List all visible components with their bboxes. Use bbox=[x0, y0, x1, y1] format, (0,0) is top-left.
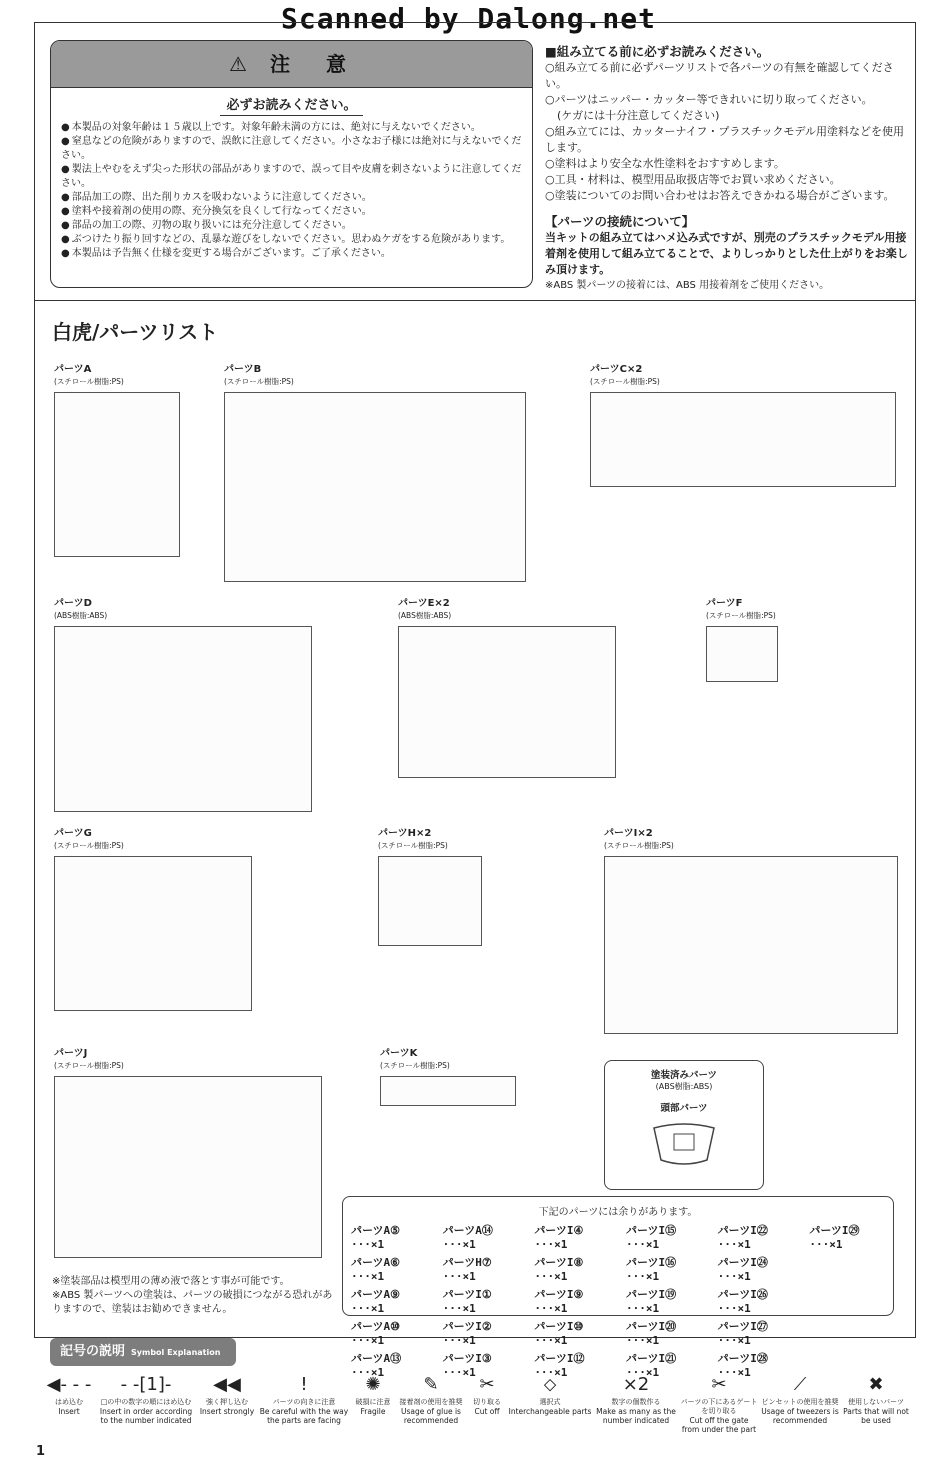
runner-label-j: パーツJ (スチロール樹脂:PS) bbox=[54, 1048, 124, 1070]
diamond-icon: ⬦ bbox=[543, 1374, 557, 1395]
list-item: ● 本製品の対象年齢は１５歳以上です。対象年齢未満の方には、絶対に与えないでください。 bbox=[61, 121, 523, 135]
painted-title: 塗装済みパーツ bbox=[650, 1070, 718, 1081]
assembly-notes bbox=[545, 44, 910, 294]
symbol-explanation-header: 記号の説明 Symbol Explanation bbox=[50, 1338, 236, 1366]
spare-item: パーツI㉑ ···×1 bbox=[625, 1352, 677, 1379]
caution-header bbox=[51, 41, 532, 88]
spare-item: パーツH⑦ ···×1 bbox=[442, 1256, 492, 1283]
caution-title: 注 意 bbox=[269, 52, 354, 76]
parts-list-title: 白虎/パーツリスト bbox=[52, 320, 219, 344]
spare-item: パーツI③ ···×1 bbox=[442, 1352, 492, 1379]
symbol-fragile: ✺ 破損に注意 Fragile bbox=[350, 1372, 396, 1416]
painted-material: (ABS樹脂:ABS) bbox=[655, 1082, 713, 1091]
runner-j bbox=[54, 1076, 322, 1258]
list-item: ○ 塗装についてのお問い合わせはお答えできかねる場合がございます。 bbox=[545, 188, 910, 204]
runner-d bbox=[54, 626, 312, 812]
abs-note: ※ABS 製パーツの接着には、ABS 用接着剤をご使用ください。 bbox=[545, 280, 830, 291]
runner-label-e: パーツE×2 (ABS樹脂:ABS) bbox=[398, 598, 452, 620]
painted-parts-box bbox=[604, 1060, 764, 1190]
runner-label-f: パーツF (スチロール樹脂:PS) bbox=[706, 598, 776, 620]
spare-item: パーツI④ ···×1 bbox=[534, 1224, 584, 1251]
spare-item bbox=[809, 1254, 893, 1283]
symbol-glue: ✎ 接着剤の使用を推奨 Usage of glue is recommended bbox=[399, 1374, 463, 1425]
spare-item: パーツI㉗ ···×1 bbox=[717, 1320, 768, 1347]
spare-item: パーツI⑮ ···×1 bbox=[625, 1224, 677, 1251]
warning-icon: ⚠ bbox=[229, 52, 255, 76]
symbol-cut-off: ✂ 切り取る Cut off bbox=[466, 1372, 508, 1416]
double-arrow-icon: ◀◀ bbox=[213, 1374, 241, 1395]
runner-g bbox=[54, 856, 252, 1011]
arrow-icon: ◀- - - bbox=[46, 1374, 92, 1395]
runner-h bbox=[378, 856, 482, 946]
spare-item: パーツA⑩ ···×1 bbox=[351, 1320, 401, 1347]
spare-item: パーツI⑧ ···×1 bbox=[534, 1256, 584, 1283]
spare-grid bbox=[351, 1222, 893, 1379]
list-item: ● 製法上やむをえず尖った形状の部品がありますので、誤って目や皮膚を刺さないように注意してください。 bbox=[61, 163, 523, 191]
runner-label-b: パーツB (スチロール樹脂:PS) bbox=[224, 364, 294, 386]
spare-item: パーツA⑬ ···×1 bbox=[351, 1352, 402, 1379]
list-item: ● 窒息などの危険がありますので、誤飲に注意してください。小さなお子様には絶対に与えないでください。 bbox=[61, 135, 523, 163]
spare-item: パーツI㉒ ···×1 bbox=[717, 1224, 768, 1251]
cutter-icon: ✂ bbox=[479, 1374, 495, 1395]
symbol-tweezers: ⟋ ピンセットの使用を推奨 Usage of tweezers is recommended bbox=[761, 1374, 839, 1425]
list-item: ○ 塗料はより安全な水性塗料をおすすめします。 bbox=[545, 156, 910, 172]
spare-item: パーツI① ···×1 bbox=[442, 1288, 492, 1315]
exclamation-icon: ! bbox=[300, 1374, 308, 1395]
spare-heading: 下記のパーツには余りがあります。 bbox=[538, 1207, 698, 1218]
times-two-icon: ×2 bbox=[622, 1374, 650, 1395]
spare-item: パーツI⑩ ···×1 bbox=[534, 1320, 584, 1347]
runner-label-a: パーツA (スチロール樹脂:PS) bbox=[54, 364, 124, 386]
watermark: Scanned by Dalong.net bbox=[280, 2, 656, 35]
list-item: ● 部品加工の際、出た削りカスを吸わないように注意してください。 bbox=[61, 191, 523, 205]
spare-item: パーツA⑭ ···×1 bbox=[442, 1224, 493, 1251]
caution-list bbox=[61, 121, 523, 261]
spare-item bbox=[809, 1318, 893, 1347]
page-number: 1 bbox=[36, 1444, 46, 1459]
runner-label-i: パーツI×2 (スチロール樹脂:PS) bbox=[604, 828, 674, 850]
spare-item: パーツI② ···×1 bbox=[442, 1320, 492, 1347]
must-read-label: 必ずお読みください。 bbox=[220, 98, 362, 116]
cross-icon: ✖ bbox=[868, 1374, 884, 1395]
symbol-insert-order: - -[1]- □の中の数字の順にはめ込む Insert in order according to the number indicated bbox=[99, 1374, 193, 1425]
spare-item bbox=[809, 1286, 893, 1315]
runner-k bbox=[380, 1076, 516, 1106]
spare-item: パーツI㉘ ···×1 bbox=[717, 1352, 768, 1379]
symbol-careful: ! パーツの向きに注意 Be careful with the way the parts are facing bbox=[259, 1374, 349, 1425]
spare-parts-box bbox=[342, 1196, 894, 1379]
list-item: ○ パーツはニッパー・カッター等できれいに切り取ってください。 bbox=[545, 92, 910, 108]
spare-item: パーツI㉖ ···×1 bbox=[717, 1288, 768, 1315]
connection-text: 当キットの組み立てはハメ込み式ですが、別売のプラスチックモデル用接着剤を使用して組み立てることで、よりしっかりとした仕上がりをお楽しみ頂けます。 bbox=[545, 231, 908, 276]
painted-part-name: 頭部パーツ bbox=[660, 1103, 708, 1114]
runner-c bbox=[590, 392, 896, 487]
symbol-insert-strong: ◀◀ 強く押し込む Insert strongly bbox=[196, 1372, 258, 1416]
list-item: ● ぶつけたり振り回すなどの、乱暴な遊びをしないでください。思わぬケガをする危険があります。 bbox=[61, 233, 523, 247]
spare-item: パーツA⑤ ···×1 bbox=[351, 1224, 401, 1251]
bottom-notes bbox=[52, 1275, 342, 1317]
runner-label-g: パーツG (スチロール樹脂:PS) bbox=[54, 828, 124, 850]
assembly-heading: ■組み立てる前に必ずお読みください。 bbox=[545, 44, 770, 59]
list-item: ○ 組み立てには、カッターナイフ・プラスチックモデル用塗料などを使用します。 bbox=[545, 124, 910, 156]
note-text: ※ABS 製パーツへの塗装は、パーツの破損につながる恐れがありますので、塗装はお勧めできません。 bbox=[52, 1290, 333, 1315]
symbol-make-many: ×2 数字の個数作る Make as many as the number indicated bbox=[594, 1372, 678, 1425]
runner-a bbox=[54, 392, 180, 557]
runner-f bbox=[706, 626, 778, 682]
spare-item: パーツI㉙ ···×1 bbox=[809, 1224, 860, 1251]
head-part-icon bbox=[649, 1120, 719, 1170]
spare-item: パーツI⑳ ···×1 bbox=[625, 1320, 677, 1347]
spare-item: パーツI⑨ ···×1 bbox=[534, 1288, 584, 1315]
glue-icon: ✎ bbox=[423, 1374, 439, 1395]
runner-label-c: パーツC×2 (スチロール樹脂:PS) bbox=[590, 364, 660, 386]
caution-box bbox=[50, 40, 533, 288]
fragile-icon: ✺ bbox=[365, 1374, 381, 1395]
spare-item: パーツA⑨ ···×1 bbox=[351, 1288, 401, 1315]
list-item: ○ 工具・材料は、模型用品取扱店等でお買い求めください。 bbox=[545, 172, 910, 188]
list-item: (ケガには十分注意してください) bbox=[557, 109, 720, 122]
gate-cutter-icon: ✂ bbox=[711, 1374, 727, 1395]
divider bbox=[34, 300, 916, 301]
list-item: ● 本製品は予告無く仕様を変更する場合がございます。ご了承ください。 bbox=[61, 247, 523, 261]
spare-item: パーツI⑲ ···×1 bbox=[625, 1288, 677, 1315]
runner-e bbox=[398, 626, 616, 778]
symbol-interchangeable: ⬦ 選択式 Interchangeable parts bbox=[508, 1374, 592, 1416]
numbered-arrow-icon: - -[1]- bbox=[120, 1374, 172, 1395]
runner-i bbox=[604, 856, 898, 1034]
list-item: ● 部品の加工の際、刃物の取り扱いには充分注意してください。 bbox=[61, 219, 523, 233]
runner-label-k: パーツK (スチロール樹脂:PS) bbox=[380, 1048, 450, 1070]
spare-item: パーツI㉔ ···×1 bbox=[717, 1256, 768, 1283]
note-text: ※塗装部品は模型用の薄め液で落とす事が可能です。 bbox=[52, 1276, 290, 1287]
tweezers-icon: ⟋ bbox=[793, 1374, 807, 1395]
spare-item: パーツA⑥ ···×1 bbox=[351, 1256, 401, 1283]
spare-item: パーツI⑫ ···×1 bbox=[534, 1352, 585, 1379]
runner-label-h: パーツH×2 (スチロール樹脂:PS) bbox=[378, 828, 448, 850]
symbol-unused: ✖ 使用しないパーツ Parts that will not be used bbox=[843, 1374, 909, 1425]
runner-b bbox=[224, 392, 526, 582]
symbol-cut-gate: ✂ パーツの下にあるゲートを切り取る Cut off the gate from under the part bbox=[680, 1374, 758, 1434]
symbol-insert: ◀- - - はめ込む Insert bbox=[40, 1372, 98, 1416]
connection-heading: 【パーツの接続について】 bbox=[545, 214, 695, 229]
list-item: ● 塗料や接着剤の使用の際、充分換気を良くして行なってください。 bbox=[61, 205, 523, 219]
list-item: ○ 組み立てる前に必ずパーツリストで各パーツの有無を確認してください。 bbox=[545, 60, 910, 92]
spare-item: パーツI⑯ ···×1 bbox=[625, 1256, 677, 1283]
runner-label-d: パーツD (ABS樹脂:ABS) bbox=[54, 598, 108, 620]
